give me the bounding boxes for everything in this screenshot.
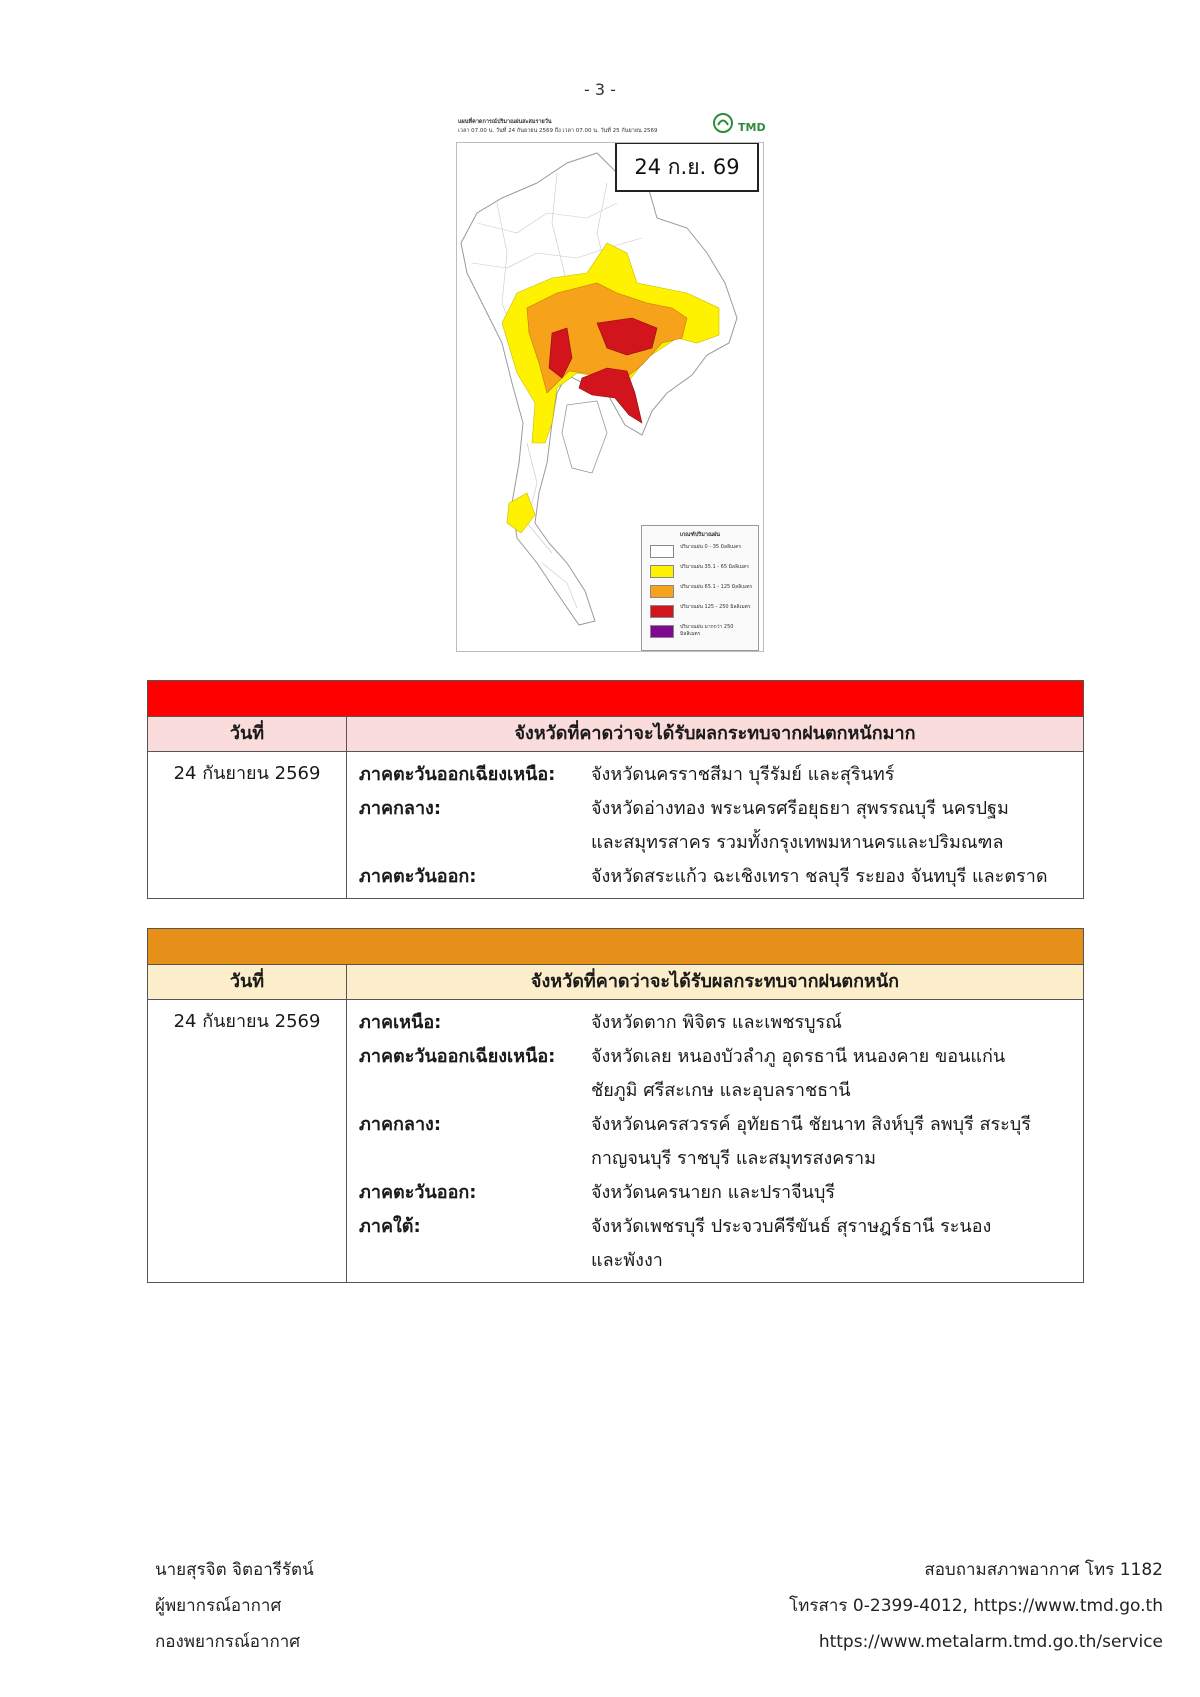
legend-label: ปริมาณฝน 35.1 - 65 มิลลิเมตร xyxy=(680,564,749,570)
map-date-label: 24 ก.ย. 69 xyxy=(615,142,759,192)
metalarm-link[interactable]: https://www.metalarm.tmd.go.th/service xyxy=(818,1632,1163,1652)
region-list xyxy=(347,1000,1083,1282)
legend-item xyxy=(650,584,754,600)
region-list xyxy=(347,752,1083,898)
legend-label: ปริมาณฝน มากกว่า 250 มิลลิเมตร xyxy=(680,624,734,637)
region-name: ภาคตะวันออก: xyxy=(359,866,477,887)
legend-item xyxy=(650,544,754,560)
date-column-header: วันที่ xyxy=(148,717,347,751)
legend-swatch xyxy=(650,585,674,598)
heavy-rain-band xyxy=(148,929,1083,965)
region-name: ภาคกลาง: xyxy=(359,1114,442,1135)
forecaster-signature-block xyxy=(155,1552,314,1660)
hotline-text: สอบถามสภาพอากาศ โทร 1182 xyxy=(924,1560,1163,1580)
region-row xyxy=(359,758,1083,792)
region-provinces: จังหวัดเพชรบุรี ประจวบคีรีขันธ์ สุราษฎร์ธานี ระนอง และพังงา xyxy=(591,1216,992,1271)
region-row xyxy=(359,1006,1083,1040)
forecast-date: 24 กันยายน 2569 xyxy=(148,752,347,898)
region-row xyxy=(359,1176,1083,1210)
region-name: ภาคตะวันออกเฉียงเหนือ: xyxy=(359,1046,556,1067)
region-provinces: จังหวัดเลย หนองบัวลำภู อุดรธานี หนองคาย ขอนแก่น ชัยภูมิ ศรีสะเกษ และอุบลราชธานี xyxy=(591,1046,1006,1101)
region-provinces: จังหวัดนครสวรรค์ อุทัยธานี ชัยนาท สิงห์บุรี ลพบุรี สระบุรี กาญจนบุรี ราชบุรี และสมุทรสงคราม xyxy=(591,1114,1031,1169)
region-provinces: จังหวัดอ่างทอง พระนครศรีอยุธยา สุพรรณบุรี นครปฐม และสมุทรสาคร รวมทั้งกรุงเทพมหานครและปริมณฑล xyxy=(591,798,1009,853)
legend-label: ปริมาณฝน 0 - 35 มิลลิเมตร xyxy=(680,544,742,550)
map-subtitle: เวลา 07.00 น. วันที่ 24 กันยายน 2569 ถึง เวลา 07.00 น. วันที่ 25 กันยายน 2569 xyxy=(458,128,658,134)
very-heavy-rain-table xyxy=(147,680,1084,899)
map-frame xyxy=(456,142,764,652)
department-logo-icon xyxy=(712,112,734,134)
provinces-column-header: จังหวัดที่คาดว่าจะได้รับผลกระทบจากฝนตกหนัก xyxy=(530,971,900,992)
table-header xyxy=(148,965,1083,1000)
rainfall-forecast-map xyxy=(456,112,764,652)
page-number: - 3 - xyxy=(584,80,616,99)
region-provinces: จังหวัดนครนายก และปราจีนบุรี xyxy=(591,1182,836,1203)
forecaster-name: นายสุรจิต จิตอารีรัตน์ xyxy=(155,1560,314,1580)
map-title: แผนที่คาดการณ์ปริมาณฝนสะสมรายวัน xyxy=(458,119,552,125)
tmd-logo: TMD xyxy=(738,121,766,134)
legend-swatch xyxy=(650,605,674,618)
legend-swatch xyxy=(650,625,674,638)
region-row xyxy=(359,1108,1083,1176)
map-header xyxy=(456,112,764,142)
legend-swatch xyxy=(650,545,674,558)
legend-title: เกณฑ์ปริมาณฝน xyxy=(679,532,721,538)
table-header xyxy=(148,717,1083,752)
legend-item xyxy=(650,564,754,580)
region-row xyxy=(359,792,1083,860)
forecaster-title: ผู้พยากรณ์อากาศ xyxy=(155,1596,282,1616)
region-name: ภาคตะวันออก: xyxy=(359,1182,477,1203)
legend-label: ปริมาณฝน 125 - 250 มิลลิเมตร xyxy=(680,604,751,610)
region-row xyxy=(359,1040,1083,1108)
table-row xyxy=(148,1000,1083,1282)
table-row xyxy=(148,752,1083,898)
heavy-rain-table xyxy=(147,928,1084,1283)
provinces-column-header: จังหวัดที่คาดว่าจะได้รับผลกระทบจากฝนตกหนักมาก xyxy=(514,723,916,744)
region-provinces: จังหวัดสระแก้ว ฉะเชิงเทรา ชลบุรี ระยอง จันทบุรี และตราด xyxy=(591,866,1048,887)
region-row xyxy=(359,860,1083,894)
legend-item xyxy=(650,604,754,620)
legend-item xyxy=(650,624,754,640)
contact-info-block xyxy=(789,1552,1163,1660)
region-name: ภาคตะวันออกเฉียงเหนือ: xyxy=(359,764,556,785)
legend-swatch xyxy=(650,565,674,578)
region-provinces: จังหวัดตาก พิจิตร และเพชรบูรณ์ xyxy=(591,1012,842,1033)
region-row xyxy=(359,1210,1083,1278)
map-legend xyxy=(641,525,759,651)
very-heavy-rain-band xyxy=(148,681,1083,717)
fax-website-link[interactable]: โทรสาร 0-2399-4012, https://www.tmd.go.th xyxy=(789,1596,1163,1616)
legend-label: ปริมาณฝน 65.1 - 125 มิลลิเมตร xyxy=(680,584,753,590)
region-provinces: จังหวัดนครราชสีมา บุรีรัมย์ และสุรินทร์ xyxy=(591,764,895,785)
forecast-date: 24 กันยายน 2569 xyxy=(148,1000,347,1282)
region-name: ภาคเหนือ: xyxy=(359,1012,442,1033)
date-column-header: วันที่ xyxy=(148,965,347,999)
region-name: ภาคกลาง: xyxy=(359,798,442,819)
forecaster-division: กองพยากรณ์อากาศ xyxy=(155,1632,301,1652)
region-name: ภาคใต้: xyxy=(359,1216,421,1237)
